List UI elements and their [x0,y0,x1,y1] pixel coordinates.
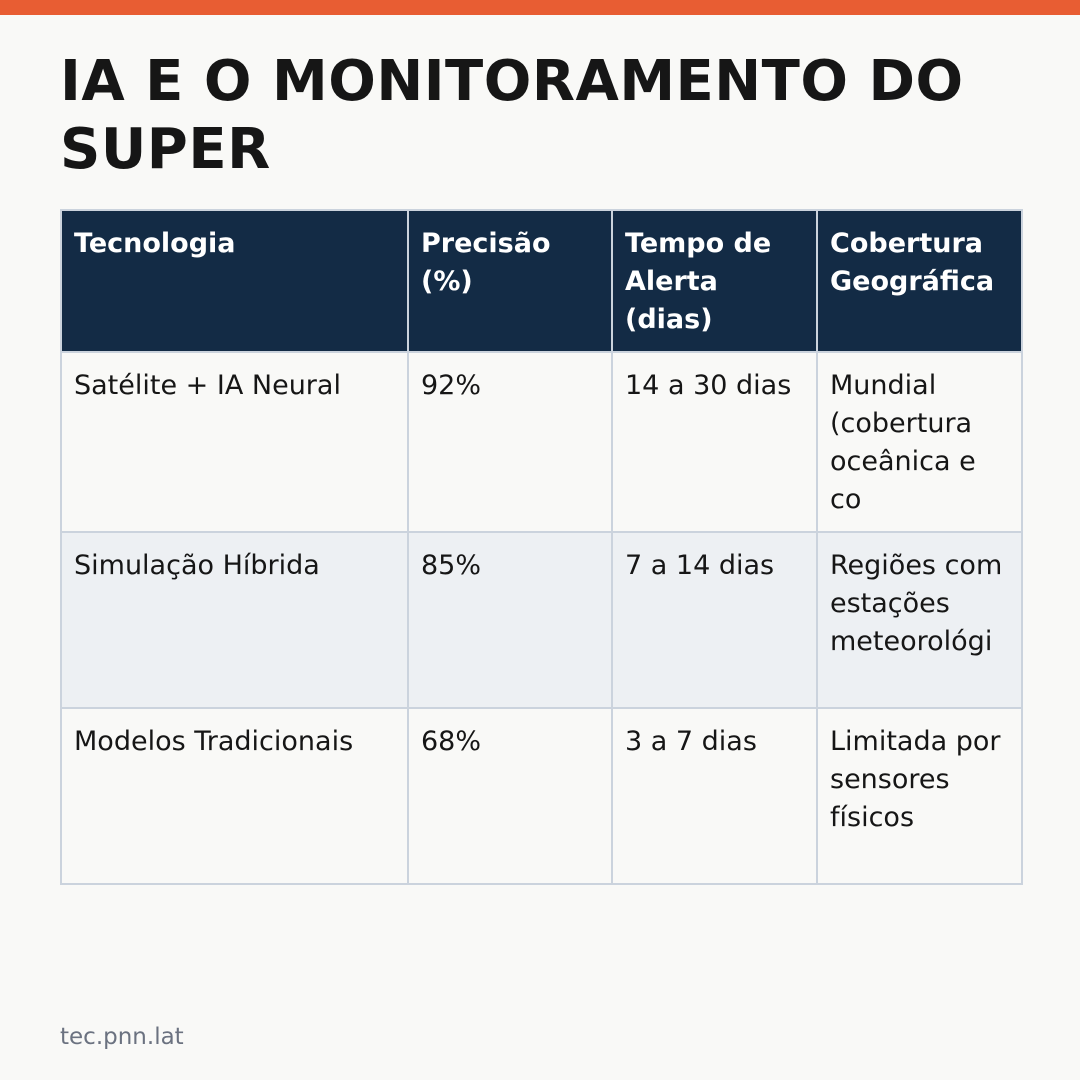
cell-text: Satélite + IA Neural [74,370,341,401]
cell-text: 68% [421,726,482,757]
cell-cobertura-geografica [817,708,1022,884]
cell-precisao [408,532,612,708]
cell-text: Modelos Tradicionais [74,726,354,757]
cell-text: 92% [421,370,482,401]
header-cobertura-geografica: Cobertura Geográfica [817,210,1022,352]
header-tecnologia: Tecnologia [61,210,408,352]
cell-tempo-de-alerta [612,708,817,884]
table-row [61,532,1022,708]
accent-bar [0,0,1080,15]
cell-text: 85% [421,550,482,581]
cell-precisao [408,352,612,532]
cell-text: Regiões com estações meteorológi [830,550,1003,657]
cell-cobertura-geografica [817,532,1022,708]
cell-text: 3 a 7 dias [625,726,757,757]
table-row [61,708,1022,884]
header-precisao: Precisão (%) [408,210,612,352]
cell-tecnologia [61,532,408,708]
table-header [61,210,1022,352]
cell-precisao [408,708,612,884]
table-row [61,352,1022,532]
cell-tecnologia [61,708,408,884]
cell-text: Mundial (cobertura oceânica e co [830,370,976,515]
source-url: tec.pnn.lat [60,1024,184,1050]
cell-tempo-de-alerta [612,352,817,532]
cell-text: 14 a 30 dias [625,370,792,401]
comparison-table [60,209,1023,885]
cell-text: Simulação Híbrida [74,550,320,581]
cell-cobertura-geografica [817,352,1022,532]
table-header-row [61,210,1022,352]
cell-text: 7 a 14 dias [625,550,775,581]
cell-tecnologia [61,352,408,532]
page-title: IA E O MONITORAMENTO DO SUPER [60,49,964,182]
cell-text: Limitada por sensores físicos [830,726,1001,833]
header-tempo-de-alerta: Tempo de Alerta (dias) [612,210,817,352]
table-body [61,352,1022,884]
cell-tempo-de-alerta [612,532,817,708]
